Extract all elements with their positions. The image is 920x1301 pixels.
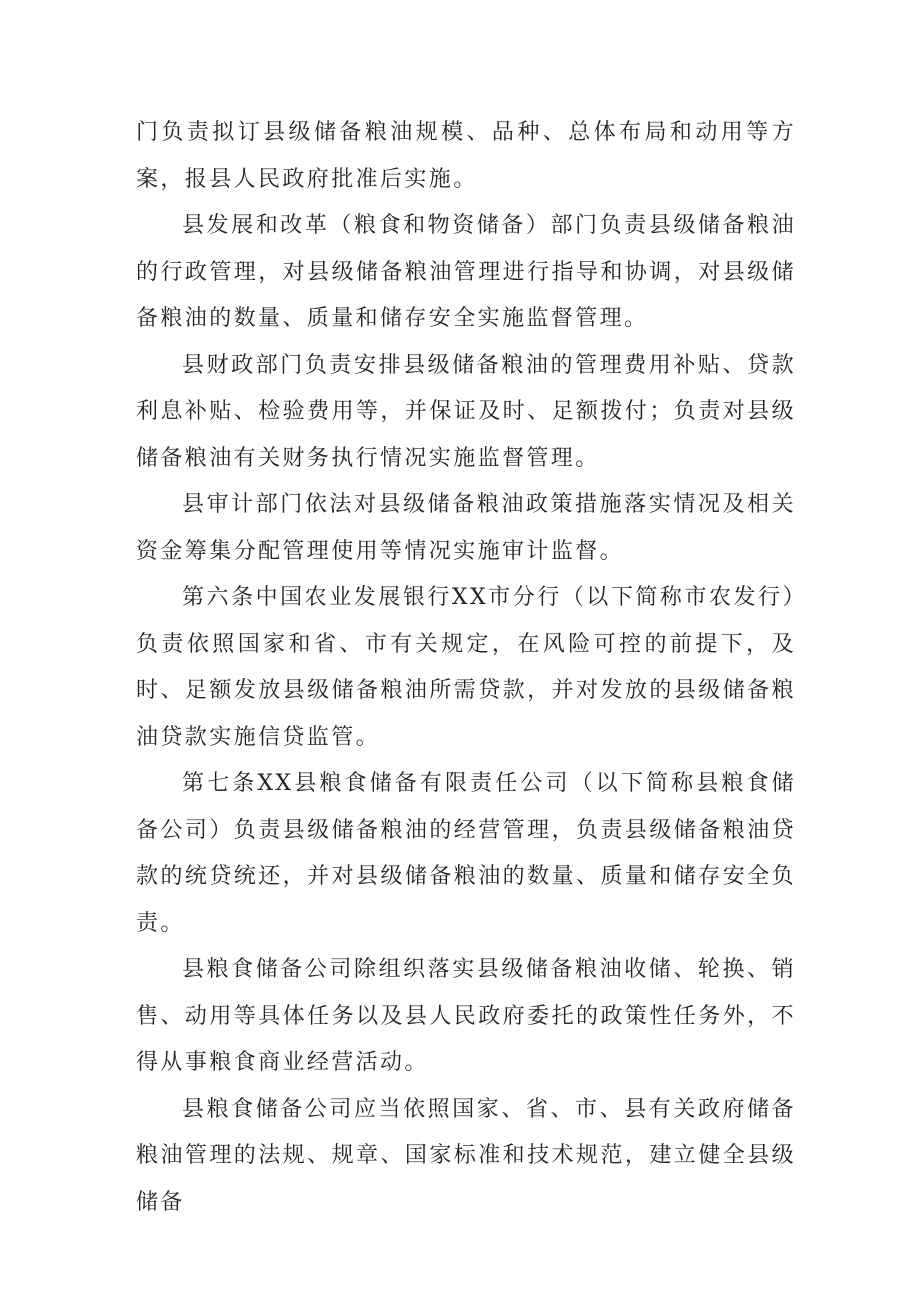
paragraph-8: 县粮食储备公司应当依照国家、省、市、县有关政府储备粮油管理的法规、规章、国家标准和技术规范，建立健全县级储备 — [136, 1096, 796, 1215]
paragraph-2: 县发展和改革（粮食和物资储备）部门负责县级储备粮油的行政管理，对县级储备粮油管理进行指导和协调，对县级储备粮油的数量、质量和储存安全实施监督管理。 — [136, 213, 796, 331]
paragraph-article-6: 第六条中国农业发展银行XX市分行（以下简称市农发行）负责依照国家和省、市有关规定，在风险可控的前提下，及时、足额发放县级储备粮油所需贷款，并对发放的县级储备粮油贷款实施信贷监管。 — [136, 585, 796, 750]
paragraph-7: 县粮食储备公司除组织落实县级储备粮油收储、轮换、销售、动用等具体任务以及县人民政府委托的政策性任务外，不得从事粮食商业经营活动。 — [136, 957, 796, 1075]
paragraph-4: 县审计部门依法对县级储备粮油政策措施落实情况及相关资金筹集分配管理使用等情况实施审计监督。 — [136, 492, 796, 564]
paragraph-article-7: 第七条XX县粮食储备有限责任公司（以下简称县粮食储备公司）负责县级储备粮油的经营管理，负责县级储备粮油贷款的统贷统还，并对县级储备粮油的数量、质量和储存安全负责。 — [136, 771, 796, 936]
paragraph-3: 县财政部门负责安排县级储备粮油的管理费用补贴、贷款利息补贴、检验费用等，并保证及时、足额拨付；负责对县级储备粮油有关财务执行情况实施监督管理。 — [136, 352, 796, 471]
document-body — [136, 110, 796, 1226]
paragraph-1: 门负责拟订县级储备粮油规模、品种、总体布局和动用等方案，报县人民政府批准后实施。 — [136, 120, 796, 192]
